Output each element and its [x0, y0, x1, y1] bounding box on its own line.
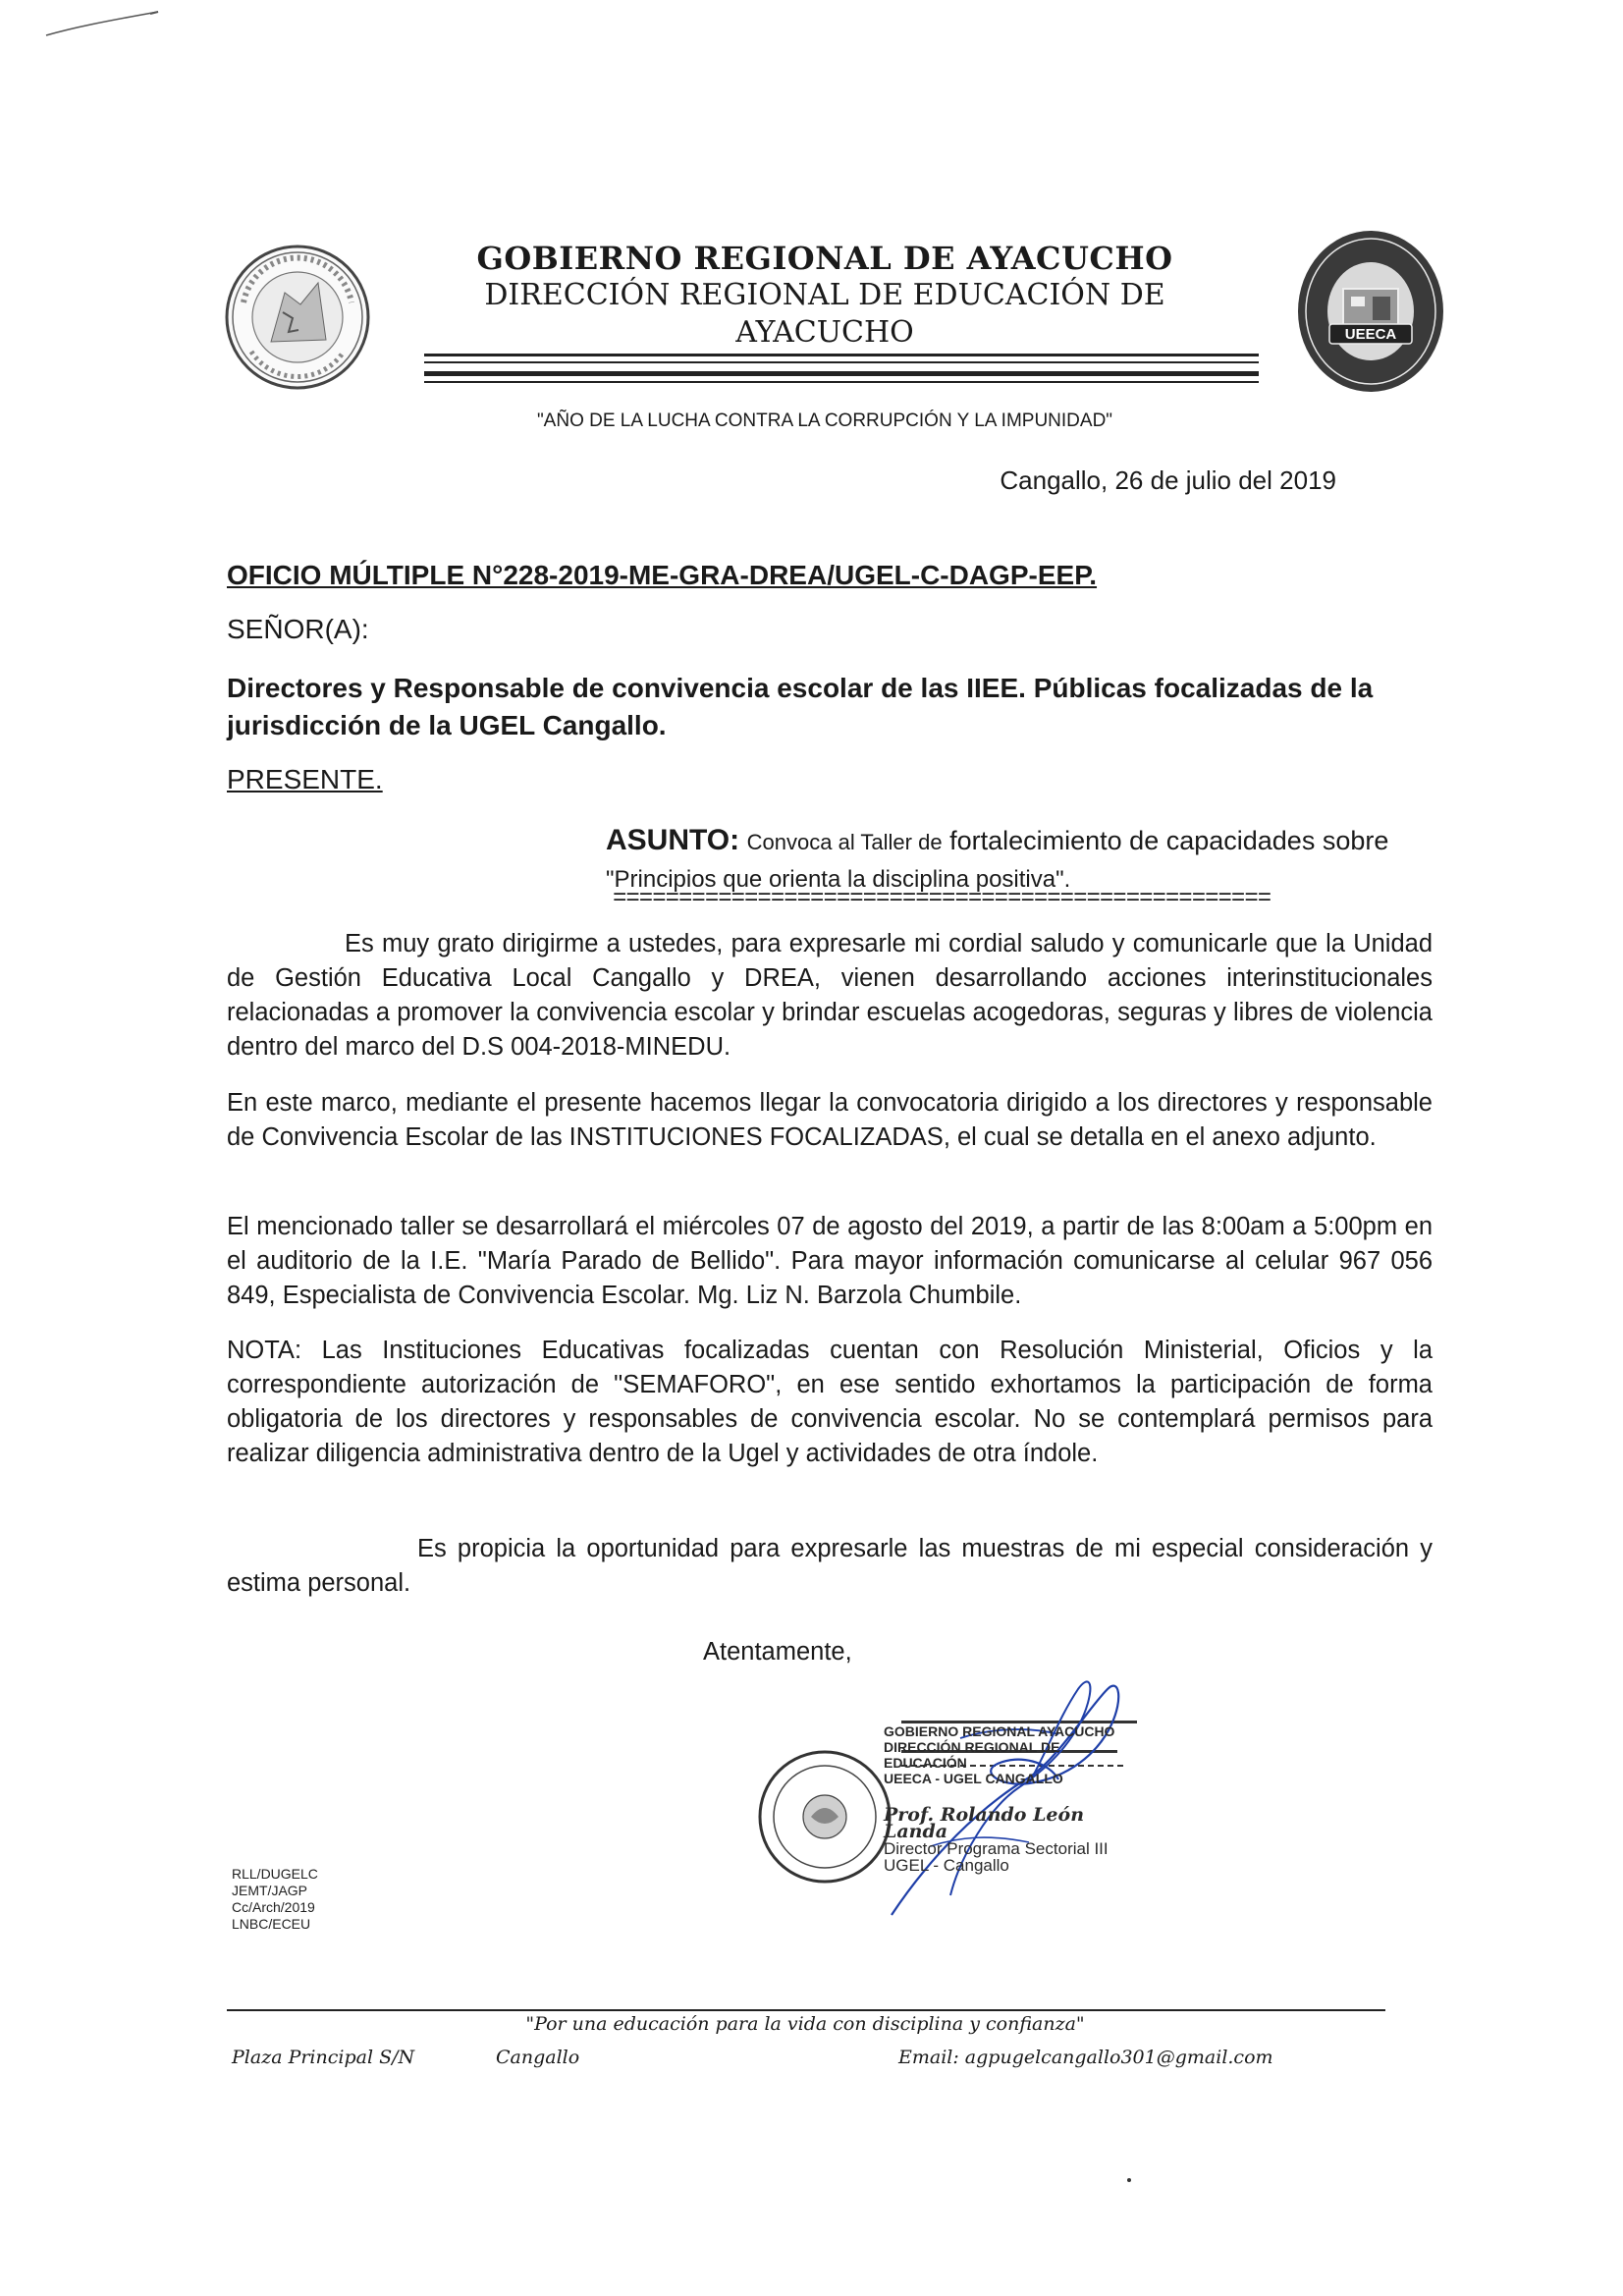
footer-rule [227, 2009, 1385, 2011]
body-paragraph-1 [227, 927, 1433, 1065]
body-paragraph-2: En este marco, mediante el presente hacemos llegar la convocatoria dirigido a los directores y responsable de Convivencia Escolar de las INSTITUCIONES FOCALIZADAS, el cual se detalla en el anexo adjunto. [227, 1089, 1433, 1151]
signer-title: Director Programa Sectorial III [884, 1839, 1109, 1858]
reference-initials [232, 1866, 318, 1933]
header-rule [424, 371, 1259, 376]
year-motto: "AÑO DE LA LUCHA CONTRA LA CORRUPCIÓN Y LA IMPUNIDAD" [536, 410, 1113, 431]
subject-text-small: Convoca al Taller de [746, 830, 943, 854]
footer-email: Email: agpugelcangallo301@gmail.com [898, 2047, 1273, 2068]
signer-name: Prof. Rolando León Landa [884, 1804, 1085, 1842]
subject-label: ASUNTO: [606, 824, 740, 856]
header-rule [424, 381, 1259, 383]
subject-separator: ================================================== [613, 886, 1271, 912]
scan-speck [1127, 2178, 1131, 2182]
initials-line: Cc/Arch/2019 [232, 1899, 315, 1915]
oficio-number: OFICIO MÚLTIPLE N°228-2019-ME-GRA-DREA/UGEL-C-DAGP-EEP. [227, 560, 1098, 590]
signer-block [884, 1804, 1119, 1875]
footer-motto: "Por una educación para la vida con disciplina y confianza" [525, 2013, 1085, 2035]
signer-office: UGEL - Cangallo [884, 1856, 1009, 1875]
presente: PRESENTE. [227, 764, 383, 794]
header-rule [424, 354, 1259, 356]
stamp-line-2: DIRECCIÓN REGIONAL DE EDUCACIÓN [884, 1739, 1060, 1771]
pen-scribble-mark [44, 2, 162, 41]
stamp-line-1: GOBIERNO REGIONAL AYACUCHO [884, 1723, 1115, 1739]
initials-line: RLL/DUGELC [232, 1866, 318, 1882]
paragraph-text: Es propicia la oportunidad para expresarle las muestras de mi especial consideración y estima personal. [227, 1535, 1433, 1597]
seal-badge-text: UEECA [1344, 326, 1397, 343]
body-paragraph-5 [227, 1532, 1433, 1601]
initials-line: JEMT/JAGP [232, 1883, 308, 1898]
footer-address: Plaza Principal S/N [232, 2047, 415, 2068]
ueeca-seal-icon [1294, 228, 1447, 395]
regional-government-seal-icon [224, 244, 371, 391]
footer-city: Cangallo [496, 2047, 580, 2068]
initials-line: LNBC/ECEU [232, 1916, 311, 1932]
body-paragraph-3: El mencionado taller se desarrollará el miércoles 07 de agosto del 2019, a partir de las 8:00am a 5:00pm en el auditorio de la I.E. "María Parado de Bellido". Para mayor información comunicarse al celular 967 056 849, Especialista de Convivencia Escolar. Mg. Liz N. Barzola Chumbile. [227, 1213, 1433, 1309]
salutation: SEÑOR(A): [227, 614, 369, 644]
regional-direction-title [422, 277, 1227, 352]
government-title: GOBIERNO REGIONAL DE AYACUCHO [476, 240, 1173, 277]
closing: Atentamente, [703, 1638, 852, 1666]
stamp-text [884, 1723, 1129, 1786]
direction-line-2: AYACUCHO [735, 315, 914, 350]
letter-date: Cangallo, 26 de julio del 2019 [1000, 465, 1336, 495]
body-paragraph-4-note: NOTA: Las Instituciones Educativas focalizadas cuentan con Resolución Ministerial, Oficios y la correspondiente autorización de "SEMAFORO", en ese sentido exhortamos la participación de forma obligatoria de los directores y responsables de convivencia escolar. No se contemplará permisos para realizar diligencia administrativa dentro de la Ugel y actividades de otra índole. [227, 1337, 1433, 1467]
direction-line-1: DIRECCIÓN REGIONAL DE EDUCACIÓN DE [484, 278, 1165, 312]
paragraph-text: Es muy grato dirigirme a ustedes, para expresarle mi cordial saludo y comunicarle que la Unidad de Gestión Educativa Local Cangallo y DREA, vienen desarrollando acciones interinstitucionales relacionadas a promover la convivencia escolar y brindar escuelas acogedoras, seguras y libres de violencia dentro del marco del D.S 004-2018-MINEDU. [227, 930, 1433, 1061]
recipient: Directores y Responsable de convivencia escolar de las IIEE. Públicas focalizadas de la jurisdicción de la UGEL Cangallo. [227, 673, 1374, 740]
header-rule [424, 361, 1259, 363]
subject-text: fortalecimiento de capacidades sobre [949, 826, 1389, 855]
stamp-line-3: UEECA - UGEL CANGALLO [884, 1771, 1063, 1786]
subject-text-line2: "Principios que orienta la disciplina positiva". [606, 866, 1071, 893]
